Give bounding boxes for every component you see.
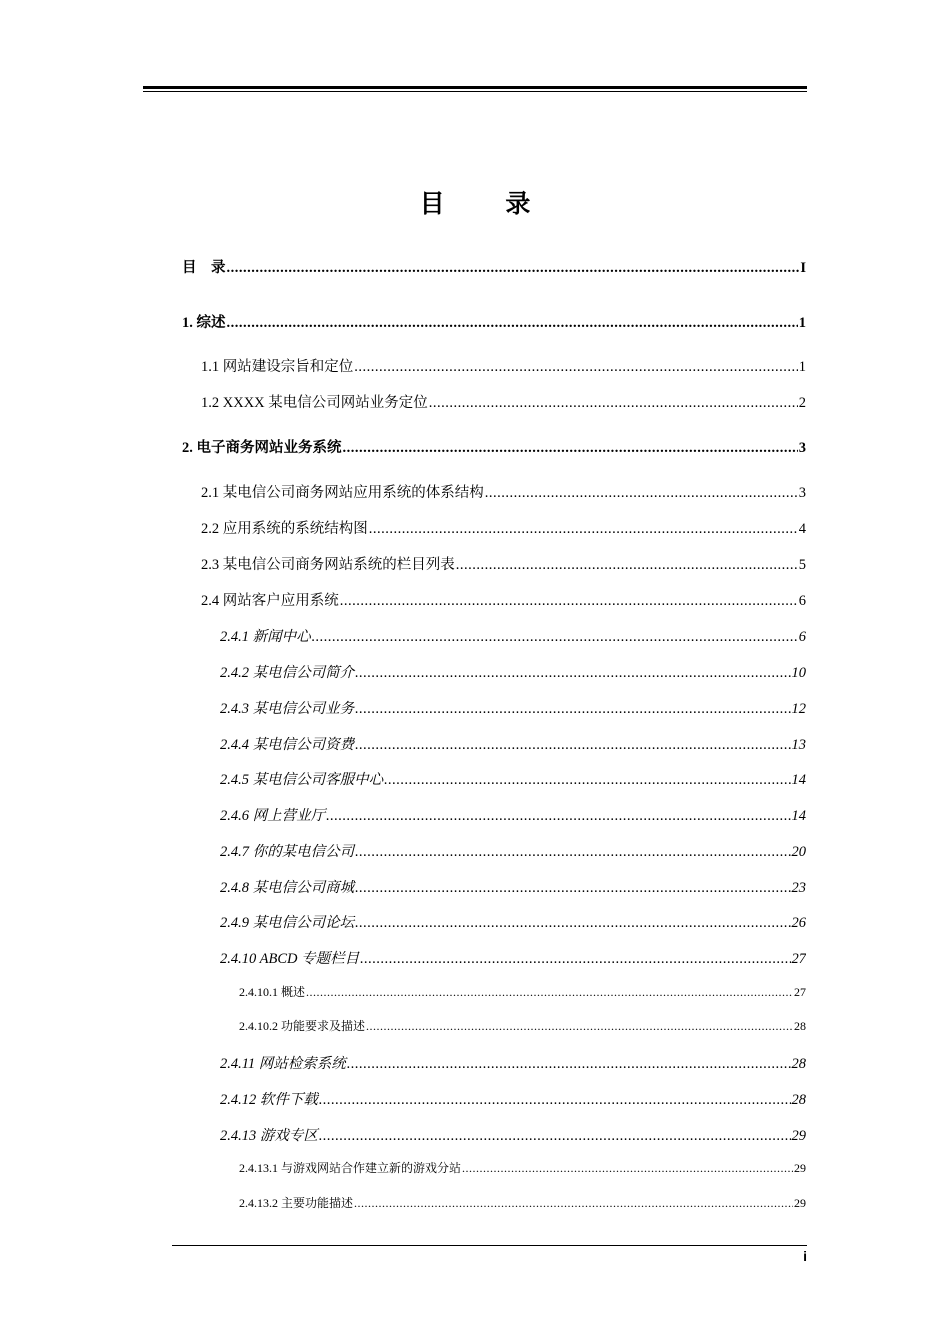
toc-entry-label: 2.1 某电信公司商务网站应用系统的体系结构: [201, 485, 484, 501]
toc-dot-leader: [456, 557, 798, 574]
toc-entry-label: 2.4.5 某电信公司客服中心: [220, 772, 384, 788]
toc-dot-leader: [355, 701, 790, 718]
toc-entry[interactable]: [239, 1159, 806, 1176]
toc-entry-label: 2.4.13 游戏专区: [220, 1128, 318, 1144]
toc-dot-leader: [319, 1128, 791, 1145]
toc-entry-label: 1.1 网站建设宗旨和定位: [201, 359, 354, 375]
toc-entry[interactable]: [182, 436, 806, 457]
toc-dot-leader: [384, 772, 790, 789]
toc-dot-leader: [360, 951, 790, 968]
toc-entry[interactable]: [239, 1017, 806, 1034]
toc-dot-leader: [355, 880, 790, 897]
toc-entry-label: 2.4.11 网站检索系统: [220, 1056, 346, 1072]
page-title: 目 录: [419, 189, 557, 218]
toc-entry-label: 2.4.13.2 主要功能描述: [239, 1196, 354, 1210]
toc-entry-page: 27: [794, 985, 806, 999]
toc-entry[interactable]: [182, 256, 806, 277]
toc-entry-label: 2.4 网站客户应用系统: [201, 593, 339, 609]
toc-entry-label: 2.4.10.1 概述: [239, 985, 306, 999]
toc-entry-page: 13: [791, 737, 806, 753]
toc-entry-label: 2.4.2 某电信公司简介: [220, 665, 355, 681]
toc-dot-leader: [347, 1056, 791, 1073]
toc-entry[interactable]: [220, 947, 806, 968]
toc-dot-leader: [343, 440, 798, 457]
toc-dot-leader: [354, 359, 798, 376]
toc-dot-leader: [355, 665, 790, 682]
toc-entry-page: 14: [791, 772, 806, 788]
toc-entry-label: 2.4.10.2 功能要求及描述: [239, 1019, 366, 1033]
toc-dot-leader: [340, 593, 798, 610]
toc-entry[interactable]: [201, 589, 806, 610]
toc-entry[interactable]: [220, 768, 806, 789]
toc-entry-label: 2. 电子商务网站业务系统: [182, 440, 342, 456]
toc-entry-label: 2.4.4 某电信公司资费: [220, 737, 355, 753]
toc-entry[interactable]: [220, 1052, 806, 1073]
toc-entry[interactable]: [182, 311, 806, 332]
toc-entry[interactable]: [239, 1194, 806, 1211]
toc-dot-leader: [462, 1161, 793, 1176]
toc-entry-page: 28: [794, 1019, 806, 1033]
toc-entry-page: 1: [798, 315, 806, 331]
toc-entry[interactable]: [220, 625, 806, 646]
toc-entry-label: 2.4.9 某电信公司论坛: [220, 915, 355, 931]
toc-dot-leader: [429, 395, 798, 412]
toc-entry[interactable]: [220, 1088, 806, 1109]
toc-dot-leader: [227, 315, 798, 332]
toc-dot-leader: [306, 985, 793, 1000]
toc-entry-page: 29: [794, 1196, 806, 1210]
toc-entry-label: 2.4.6 网上营业厅: [220, 808, 326, 824]
toc-entry[interactable]: [201, 355, 806, 376]
toc-entry[interactable]: [220, 876, 806, 897]
toc-entry-label: 目 录: [182, 260, 226, 276]
toc-entry-page: 29: [794, 1161, 806, 1175]
toc-dot-leader: [354, 1196, 793, 1211]
toc-entry[interactable]: [201, 481, 806, 502]
toc-entry-page: 3: [798, 440, 806, 456]
toc-entry-page: 10: [791, 665, 806, 681]
toc-dot-leader: [355, 844, 790, 861]
toc-entry-label: 2.3 某电信公司商务网站系统的栏目列表: [201, 557, 455, 573]
toc-entry-label: 1.2 XXXX 某电信公司网站业务定位: [201, 395, 428, 411]
toc-dot-leader: [319, 1092, 791, 1109]
toc-entry[interactable]: [220, 733, 806, 754]
toc-entry-page: 27: [791, 951, 806, 967]
toc-dot-leader: [355, 737, 790, 754]
toc-entry[interactable]: [220, 804, 806, 825]
toc-entry[interactable]: [220, 1124, 806, 1145]
toc-entry-label: 2.4.8 某电信公司商城: [220, 880, 355, 896]
toc-entry-label: 1. 综述: [182, 315, 226, 331]
toc-entry[interactable]: [220, 840, 806, 861]
toc-entry-page: 2: [798, 395, 806, 411]
toc-entry-page: 3: [798, 485, 806, 501]
toc-dot-leader: [355, 915, 790, 932]
toc-entry-label: 2.2 应用系统的系统结构图: [201, 521, 368, 537]
toc-entry-page: 28: [791, 1092, 806, 1108]
toc-entry-page: I: [800, 260, 806, 276]
header-rule: [143, 86, 807, 89]
toc-entry-page: 6: [798, 593, 806, 609]
toc-entry[interactable]: [201, 517, 806, 538]
toc-entry-page: 4: [798, 521, 806, 537]
toc-entry-page: 26: [791, 915, 806, 931]
toc-entry[interactable]: [201, 553, 806, 574]
toc-entry-page: 20: [791, 844, 806, 860]
toc-entry[interactable]: [220, 911, 806, 932]
toc-entry-page: 29: [791, 1128, 806, 1144]
toc-entry-label: 2.4.13.1 与游戏网站合作建立新的游戏分站: [239, 1161, 462, 1175]
toc-entry-label: 2.4.7 你的某电信公司: [220, 844, 355, 860]
toc-entry-page: 28: [791, 1056, 806, 1072]
footer-rule: [172, 1245, 807, 1246]
toc-entry[interactable]: [220, 661, 806, 682]
toc-entry[interactable]: [220, 697, 806, 718]
toc-dot-leader: [369, 521, 798, 538]
toc-dot-leader: [326, 808, 790, 825]
toc-entry-label: 2.4.1 新闻中心: [220, 629, 311, 645]
toc-dot-leader: [312, 629, 798, 646]
toc-entry[interactable]: [239, 983, 806, 1000]
toc-entry-page: 14: [791, 808, 806, 824]
toc-dot-leader: [366, 1019, 793, 1034]
toc-entry-page: 6: [798, 629, 806, 645]
toc-entry-label: 2.4.3 某电信公司业务: [220, 701, 355, 717]
toc-entry-label: 2.4.12 软件下载: [220, 1092, 318, 1108]
toc-entry-page: 12: [791, 701, 806, 717]
toc-entry[interactable]: [201, 391, 806, 412]
toc-dot-leader: [227, 260, 800, 277]
toc-entry-page: 23: [791, 880, 806, 896]
toc-dot-leader: [485, 485, 798, 502]
toc-entry-page: 1: [798, 359, 806, 375]
footer-page-number: i: [803, 1248, 807, 1264]
toc-entry-page: 5: [798, 557, 806, 573]
toc-entry-label: 2.4.10 ABCD 专题栏目: [220, 951, 360, 967]
header-rule-thin: [143, 91, 807, 92]
